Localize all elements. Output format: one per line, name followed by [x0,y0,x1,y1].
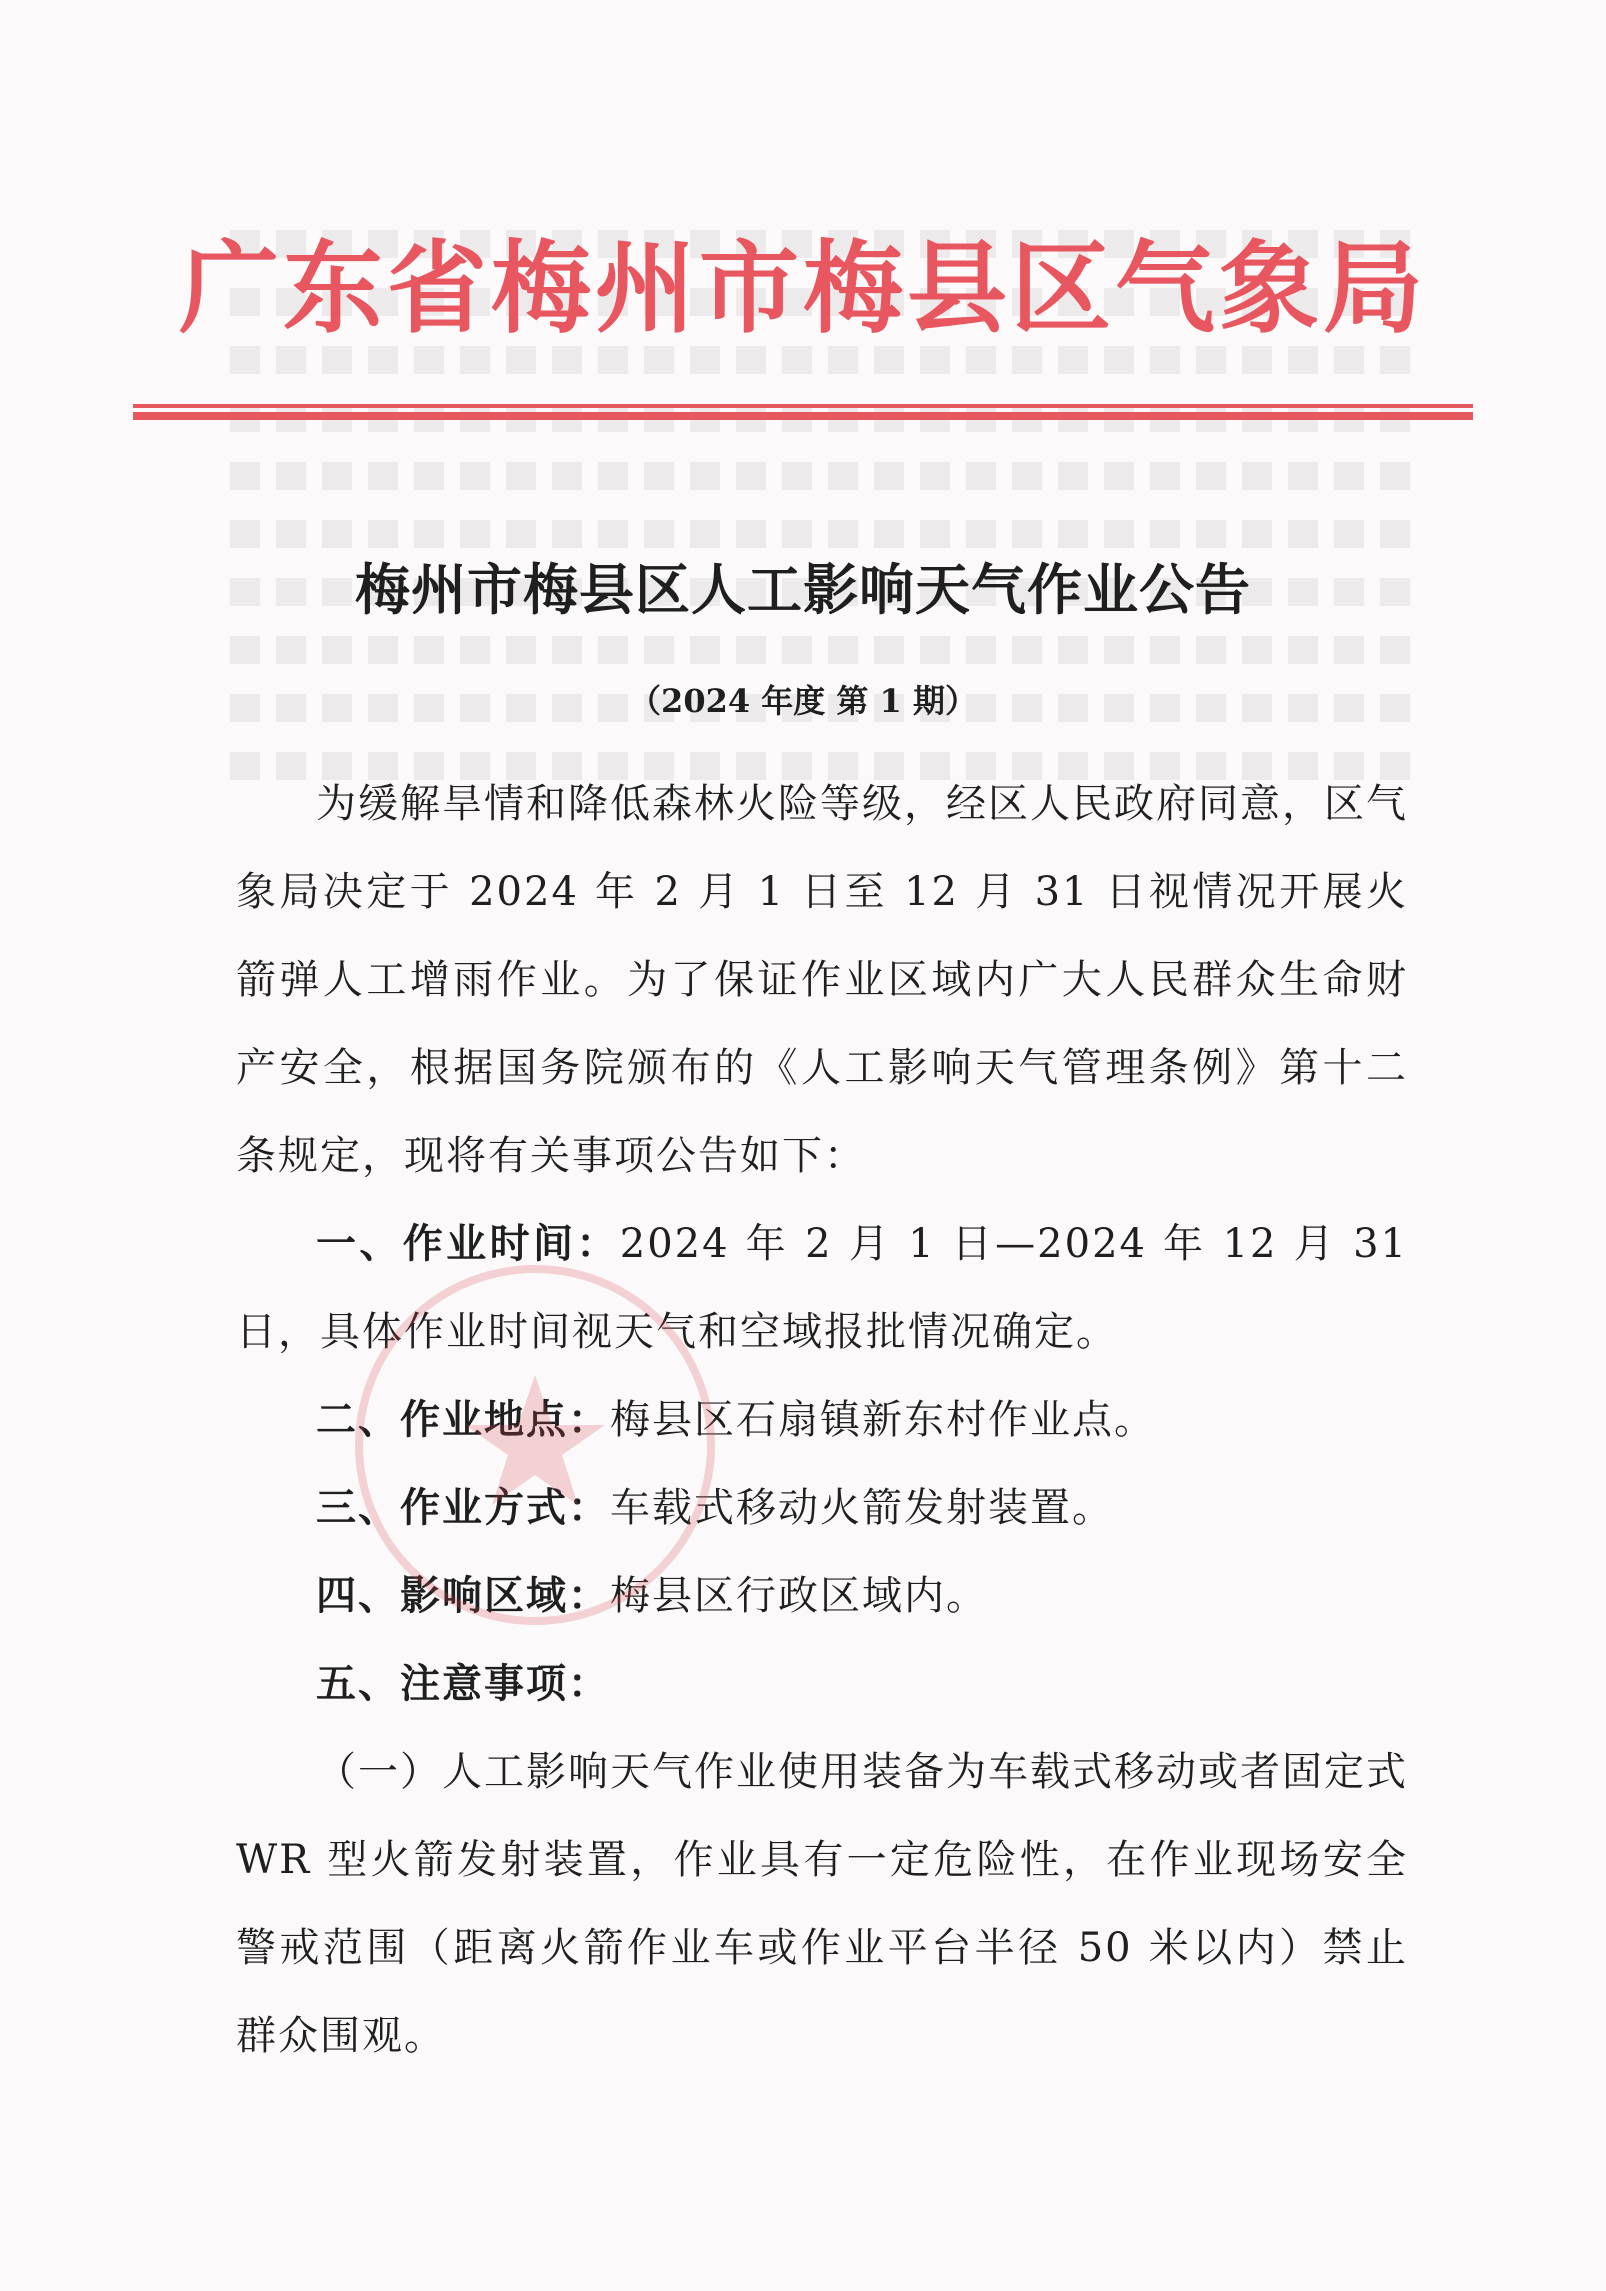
item-operation-method [236,1464,1408,1552]
item-precautions [236,1640,1408,1728]
item-text: 2024 年 2 月 1 日—2024 年 12 月 31 日，具体作业时间视天气和空域报批情况确定。 [236,1221,1408,1355]
red-separator-rule [133,404,1473,420]
item-operation-time [236,1200,1408,1376]
document-title: 梅州市梅县区人工影响天气作业公告 [354,557,1251,622]
item-label: 二、作业地点： [316,1396,610,1443]
item-label: 五、注意事项： [316,1660,610,1707]
item-label: 一、作业时间： [316,1220,620,1267]
item-text: 车载式移动火箭发射装置。 [610,1485,1114,1531]
document-issue-number: （2024 年度 第 1 期） [629,682,977,720]
item-label: 四、影响区域： [316,1572,610,1619]
organization-header: 广东省梅州市梅县区气象局 [179,229,1427,347]
precaution-note-1: （一）人工影响天气作业使用装备为车载式移动或者固定式 WR 型火箭发射装置，作业具有一定危险性，在作业现场安全警戒范围（距离火箭作业车或作业平台半径 50 米以内）禁止群众围观。 [236,1749,1408,2059]
item-text: 梅县区行政区域内。 [610,1573,988,1619]
item-operation-location [236,1376,1408,1464]
item-text: 梅县区石扇镇新东村作业点。 [610,1397,1156,1443]
item-label: 三、作业方式： [316,1484,610,1531]
intro-paragraph: 为缓解旱情和降低森林火险等级，经区人民政府同意，区气象局决定于 2024 年 2 月 1 日至 12 月 31 日视情况开展火箭弹人工增雨作业。为了保证作业区域内广大人民群众生命财产安全，根据国务院颁布的《人工影响天气管理条例》第十二条规定，现将有关事项公告如下： [236,781,1408,1179]
document-body [236,760,1408,2080]
item-affected-area [236,1552,1408,1640]
